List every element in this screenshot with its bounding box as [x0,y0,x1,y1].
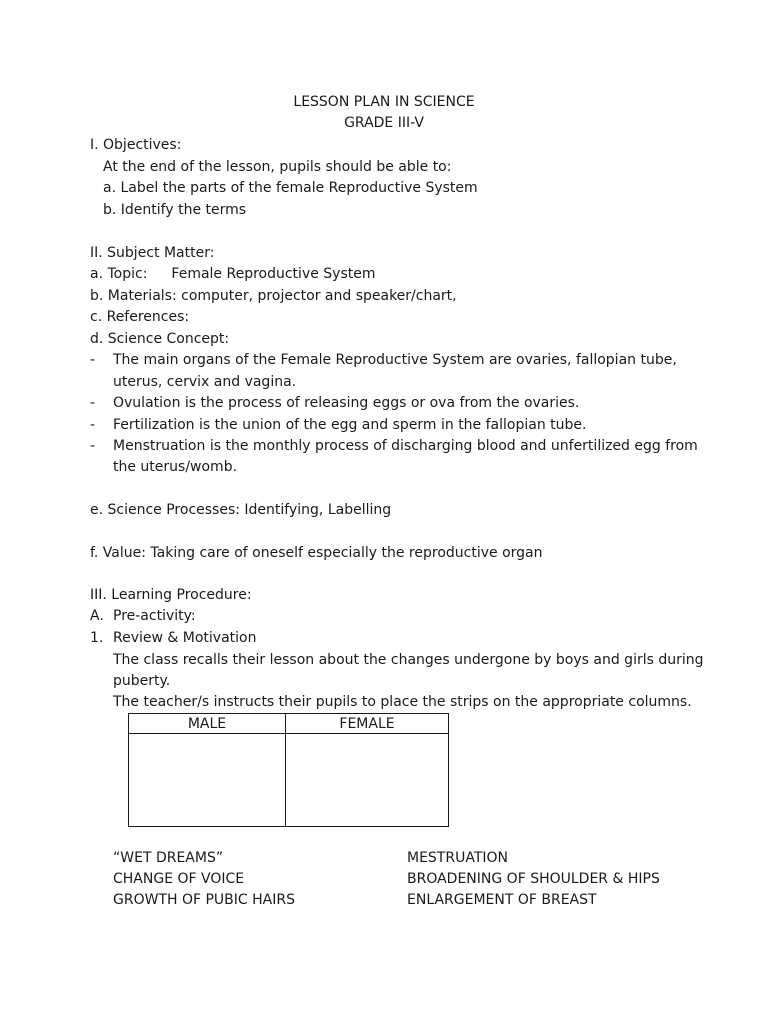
concept-text: uterus, cervix and vagina. [113,374,297,390]
concept-dash: - [90,438,96,454]
concept-dash: - [90,417,96,433]
male-female-table [128,713,449,827]
learning-procedure-heading: III. Learning Procedure: [90,587,252,603]
strip-item: CHANGE OF VOICE [113,871,245,887]
review-label: Review & Motivation [113,630,257,646]
concept-text: Fertilization is the union of the egg and sperm in the fallopian tube. [113,417,587,433]
references-line: c. References: [90,309,190,325]
pre-activity-label: Pre-activity: [113,608,196,624]
female-column-cell [286,734,449,827]
objective-item-b: b. Identify the terms [103,202,247,218]
table-header-row [129,714,449,734]
document-title: LESSON PLAN IN SCIENCE [293,94,475,110]
objective-item-a: a. Label the parts of the female Reproductive System [103,180,478,196]
objectives-intro: At the end of the lesson, pupils should be able to: [103,159,452,175]
strip-item: MESTRUATION [407,850,509,866]
instruction-text: The teacher/s instructs their pupils to place the strips on the appropriate columns. [113,694,692,710]
topic-value: Female Reproductive System [171,266,376,282]
table-row [129,734,449,827]
strip-item: GROWTH OF PUBIC HAIRS [113,892,295,908]
materials-line: b. Materials: computer, projector and speaker/chart, [90,288,457,304]
strip-item: BROADENING OF SHOULDER & HIPS [407,871,660,887]
concept-text: Menstruation is the monthly process of discharging blood and unfertilized egg from [113,438,698,454]
topic-line [90,265,376,283]
topic-label: a. Topic: [90,266,148,282]
strip-item: ENLARGEMENT OF BREAST [407,892,597,908]
review-number: 1. [90,630,104,646]
objectives-heading: I. Objectives: [90,137,182,153]
grade-level: GRADE III-V [344,115,424,131]
science-concept-heading: d. Science Concept: [90,331,230,347]
concept-dash: - [90,352,96,368]
strip-item: “WET DREAMS” [113,850,224,866]
male-column-cell [129,734,286,827]
concept-text: The main organs of the Female Reproductive System are ovaries, fallopian tube, [113,352,677,368]
subject-matter-heading: II. Subject Matter: [90,245,215,261]
pre-activity-number: A. [90,608,104,624]
recall-text: puberty. [113,673,171,689]
concept-text: the uterus/womb. [113,459,238,475]
concept-text: Ovulation is the process of releasing eggs or ova from the ovaries. [113,395,580,411]
male-column-header: MALE [129,714,286,734]
concept-dash: - [90,395,96,411]
recall-text: The class recalls their lesson about the changes undergone by boys and girls during [113,652,704,668]
female-column-header: FEMALE [286,714,449,734]
science-processes-line: e. Science Processes: Identifying, Labelling [90,502,392,518]
value-line: f. Value: Taking care of oneself especially the reproductive organ [90,545,543,561]
